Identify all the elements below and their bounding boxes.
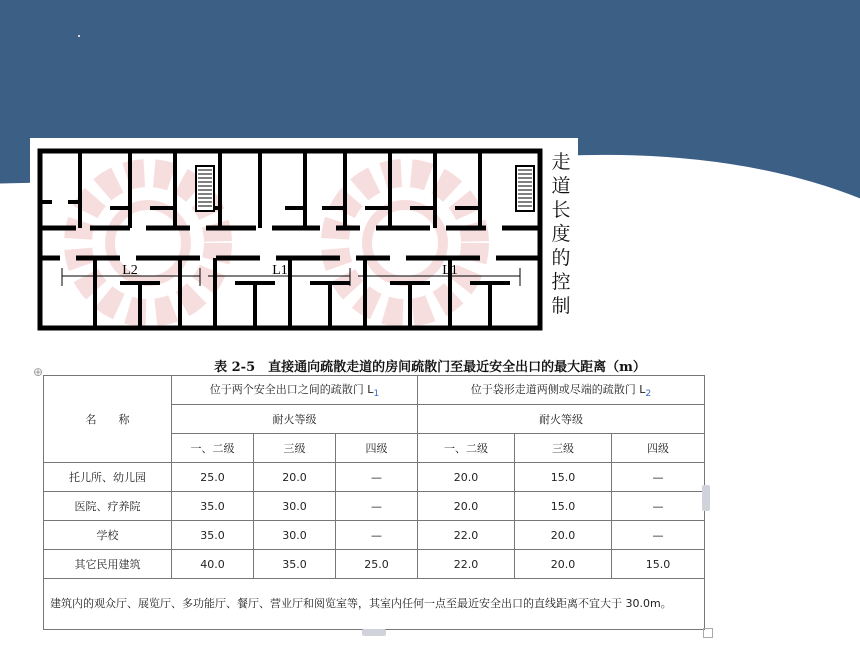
- level-header: 三级: [515, 434, 612, 463]
- table-caption: 表 2-5 直接通向疏散走道的房间疏散门至最近安全出口的最大距离（m）: [214, 360, 646, 375]
- level-header: 四级: [612, 434, 705, 463]
- fire-rating-header: 耐火等级: [418, 405, 705, 434]
- cell: —: [336, 521, 418, 550]
- cell: 20.0: [515, 550, 612, 579]
- resize-handle-bottom[interactable]: [362, 629, 386, 636]
- cell: 30.0: [254, 521, 336, 550]
- level-header: 三级: [254, 434, 336, 463]
- label-char: 走: [551, 151, 571, 173]
- row-name: 其它民用建筑: [44, 550, 172, 579]
- cell: 22.0: [418, 550, 515, 579]
- label-char: 长: [551, 199, 571, 221]
- level-header: 一、二级: [172, 434, 254, 463]
- distance-table: [43, 375, 705, 630]
- cell: —: [336, 463, 418, 492]
- cell: 30.0: [254, 492, 336, 521]
- table-row: [44, 550, 705, 579]
- group-header: [172, 376, 418, 405]
- cell: 22.0: [418, 521, 515, 550]
- cell: 20.0: [515, 521, 612, 550]
- cell: 20.0: [254, 463, 336, 492]
- floor-plan-drawing: [30, 138, 550, 338]
- label-char: 制: [551, 295, 571, 317]
- label-char: 的: [551, 247, 571, 269]
- table-row: [44, 463, 705, 492]
- corridor-length-label: [548, 150, 574, 318]
- level-header: 四级: [336, 434, 418, 463]
- group-header-sub: 1: [373, 388, 380, 400]
- label-char: 控: [551, 271, 571, 293]
- cell: 25.0: [336, 550, 418, 579]
- l1-label: L1: [272, 263, 288, 278]
- move-handle-icon[interactable]: ⊕: [33, 365, 44, 379]
- level-header: 一、二级: [418, 434, 515, 463]
- cell: —: [612, 521, 705, 550]
- label-char: 道: [551, 175, 571, 197]
- cell: 40.0: [172, 550, 254, 579]
- cell: —: [612, 463, 705, 492]
- resize-handle-corner[interactable]: [703, 628, 713, 638]
- group-header: [418, 376, 705, 405]
- label-char: 度: [551, 223, 571, 245]
- cell: 20.0: [418, 492, 515, 521]
- cell: 20.0: [418, 463, 515, 492]
- cell: 35.0: [172, 492, 254, 521]
- cell: 15.0: [612, 550, 705, 579]
- cell: 15.0: [515, 492, 612, 521]
- group-header-text: 位于两个安全出口之间的疏散门 L: [209, 382, 374, 396]
- cell: 15.0: [515, 463, 612, 492]
- cell: —: [612, 492, 705, 521]
- resize-handle-right[interactable]: [702, 485, 710, 511]
- floor-plan: [30, 138, 578, 338]
- l2-label: L2: [122, 263, 138, 278]
- table-note: 建筑内的观众厅、展览厅、多功能厅、餐厅、营业厅和阅览室等，其室内任何一点至最近安全出口的直线距离不宜大于 30.0m。: [44, 579, 705, 630]
- table-row: [44, 521, 705, 550]
- cell: 35.0: [172, 521, 254, 550]
- l1-label: L1: [442, 263, 458, 278]
- cell: —: [336, 492, 418, 521]
- group-header-text: 位于袋形走道两侧或尽端的疏散门 L: [470, 382, 646, 396]
- cell: 35.0: [254, 550, 336, 579]
- cell: 25.0: [172, 463, 254, 492]
- group-header-sub: 2: [645, 388, 652, 400]
- watermark-logo: [78, 173, 475, 313]
- name-header: 名 称: [44, 376, 172, 463]
- row-name: 托儿所、幼儿园: [44, 463, 172, 492]
- row-name: 学校: [44, 521, 172, 550]
- table-row: [44, 492, 705, 521]
- row-name: 医院、疗养院: [44, 492, 172, 521]
- fire-rating-header: 耐火等级: [172, 405, 418, 434]
